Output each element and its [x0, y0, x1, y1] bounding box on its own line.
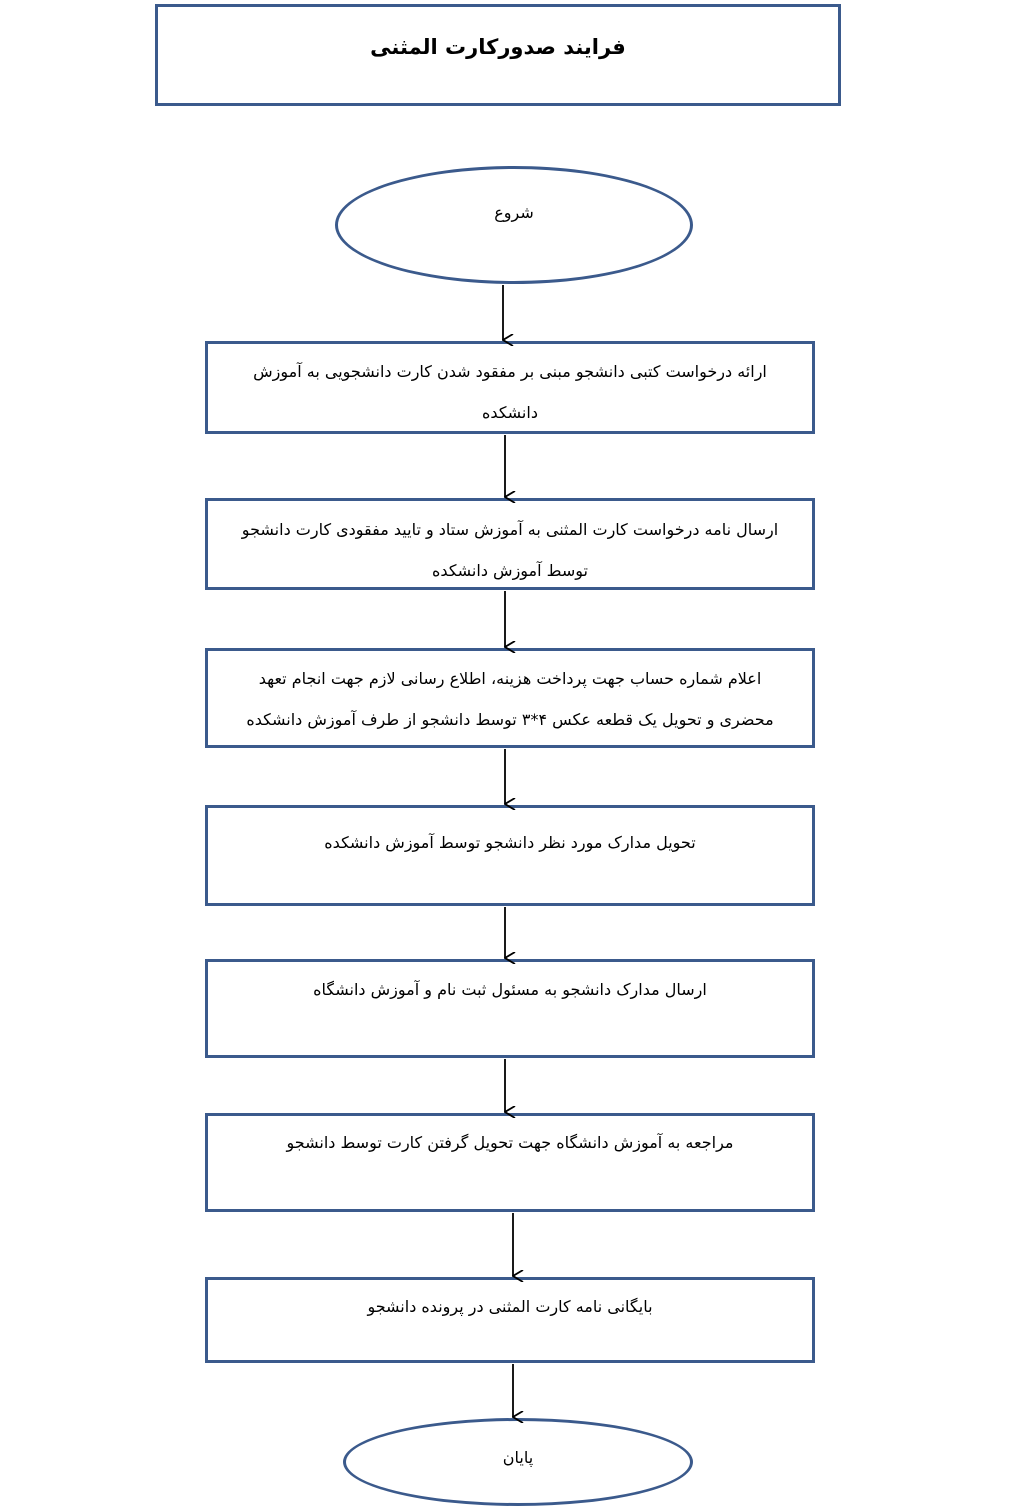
step-3-text: اعلام شماره حساب جهت پرداخت هزینه، اطلاع رسانی لازم جهت انجام تعهد محضری و تحویل یک قطعه عکس ۴*۳ توسط دانشجو از طرف آموزش دانشکده: [246, 669, 774, 729]
step-4-text: تحویل مدارک مورد نظر دانشجو توسط آموزش دانشکده: [324, 833, 696, 852]
start-label: شروع: [494, 203, 534, 222]
step-5-text: ارسال مدارک دانشجو به مسئول ثبت نام و آموزش دانشگاه: [313, 980, 707, 999]
step-7-text: بایگانی نامه کارت المثنی در پرونده دانشجو: [367, 1297, 653, 1316]
step-7: [205, 1277, 815, 1363]
step-6-text: مراجعه به آموزش دانشگاه جهت تحویل گرفتن کارت توسط دانشجو: [286, 1133, 734, 1152]
start-node: [335, 166, 693, 284]
diagram-title-box: [155, 4, 841, 106]
step-2-text: ارسال نامه درخواست کارت المثنی به آموزش ستاد و تایید مفقودی کارت دانشجو توسط آموزش دانشکده: [241, 520, 779, 580]
step-4: [205, 805, 815, 906]
step-6: [205, 1113, 815, 1212]
diagram-title: فرایند صدورکارت المثنی: [370, 35, 626, 59]
step-1: [205, 341, 815, 434]
end-node: [343, 1418, 693, 1506]
step-5: [205, 959, 815, 1058]
end-label: پایان: [502, 1448, 534, 1467]
step-2: [205, 498, 815, 590]
step-1-text: ارائه درخواست کتبی دانشجو مبنی بر مفقود شدن کارت دانشجویی به آموزش دانشکده: [253, 362, 767, 422]
step-3: [205, 648, 815, 748]
